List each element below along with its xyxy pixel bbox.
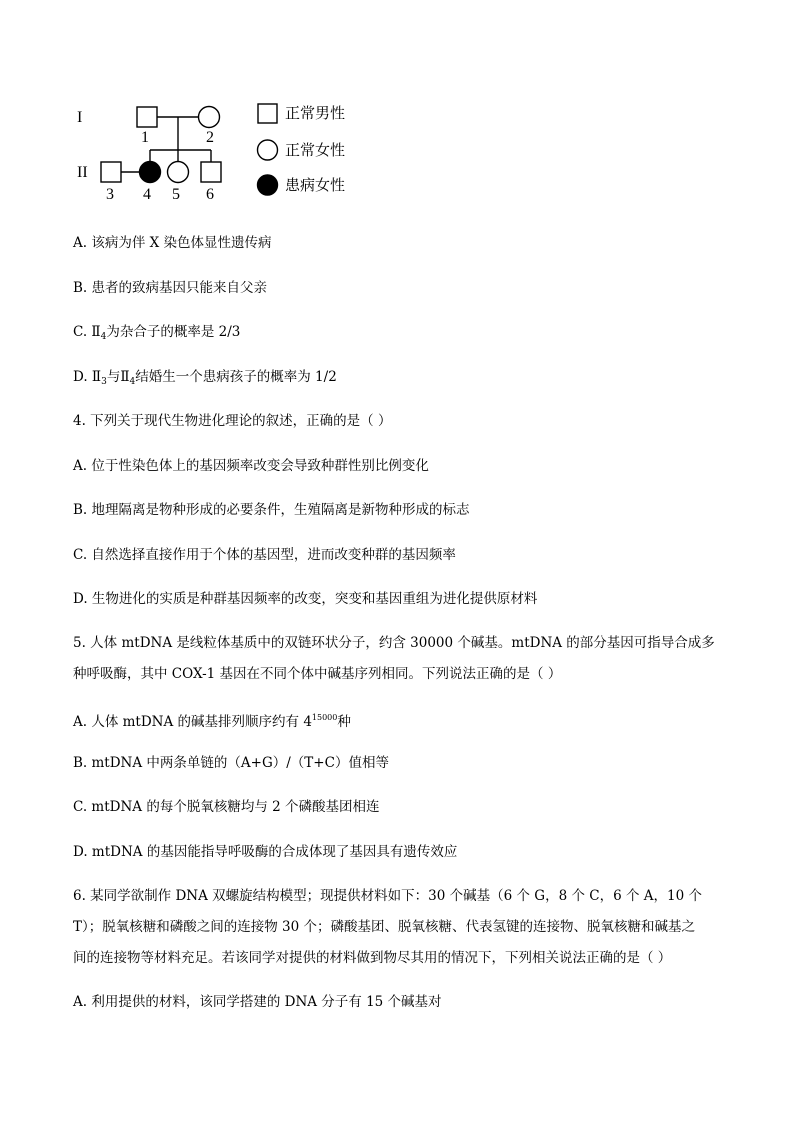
individual-label-2: 2 xyxy=(206,129,214,146)
q4-text: 4. 下列关于现代生物进化理论的叙述，正确的是（ ） xyxy=(73,413,392,429)
legend-label-affected-female: 患病女性 xyxy=(285,176,346,194)
q3d-text: 4 xyxy=(129,377,136,387)
q4b-text: B. 地理隔离是物种形成的必要条件，生殖隔离是新物种形成的标志 xyxy=(73,502,470,518)
option-4d xyxy=(73,590,537,608)
q3c-text: 4 xyxy=(100,332,107,342)
individual-II-6-male xyxy=(201,162,221,182)
q4c-text: C. 自然选择直接作用于个体的基因型，进而改变种群的基因频率 xyxy=(73,547,456,563)
question-5-stem-line1 xyxy=(73,634,715,652)
option-5d xyxy=(73,843,457,861)
legend-label-normal-male: 正常男性 xyxy=(285,104,346,122)
q6l2-text: T）；脱氧核糖和磷酸之间的连接物 30 个；磷酸基团、脱氧核糖、代表氢键的连接物、脱氧核糖和碱基之 xyxy=(73,919,696,935)
question-6-stem-line3 xyxy=(73,949,671,967)
q3d-text: 与Ⅱ xyxy=(106,369,130,385)
q3b-text: B. 患者的致病基因只能来自父亲 xyxy=(73,280,268,296)
q6l1-text: 6. 某同学欲制作 DNA 双螺旋结构模型；现提供材料如下：30 个碱基（6 个 G，8 个 C，6 个 A，10 个 xyxy=(73,888,702,904)
option-3a xyxy=(73,234,272,252)
question-6-stem-line2 xyxy=(73,918,695,936)
individual-I-1-male xyxy=(137,107,157,127)
individual-label-3: 3 xyxy=(106,186,114,203)
q3c-text: 为杂合子的概率是 2/3 xyxy=(106,324,241,340)
q3c-text: C. Ⅱ xyxy=(73,324,101,340)
question-5-stem-line2 xyxy=(73,665,561,683)
q3d-text: 3 xyxy=(101,377,107,387)
q4d-text: D. 生物进化的实质是种群基因频率的改变，突变和基因重组为进化提供原材料 xyxy=(73,591,538,607)
q3d-text: 结婚生一个患病孩子的概率为 1/2 xyxy=(135,369,337,385)
legend-label-normal-female: 正常女性 xyxy=(285,141,346,159)
individual-II-3-male xyxy=(101,162,121,182)
individual-label-4: 4 xyxy=(143,186,151,203)
option-4c xyxy=(73,546,456,564)
individual-label-5: 5 xyxy=(172,186,180,203)
individual-label-1: 1 xyxy=(141,129,149,146)
q5a-text: 15000 xyxy=(311,713,338,722)
q5c-text: C. mtDNA 的每个脱氧核糖均与 2 个磷酸基团相连 xyxy=(73,799,380,815)
pedigree-chart xyxy=(72,98,392,208)
q5b-text: B. mtDNA 中两条单链的（A+G）/（T+C）值相等 xyxy=(73,755,389,771)
q3d-text: D. Ⅱ xyxy=(73,369,102,385)
generation-label-I: I xyxy=(77,109,83,126)
q6a-text: A. 利用提供的材料，该同学搭建的 DNA 分子有 15 个碱基对 xyxy=(73,994,442,1010)
individual-II-5-female xyxy=(168,162,189,183)
individual-II-4-affected-female xyxy=(140,162,161,183)
legend-circle-icon xyxy=(258,140,278,160)
q4a-text: A. 位于性染色体上的基因频率改变会导致种群性别比例变化 xyxy=(73,458,429,474)
q6l3-text: 间的连接物等材料充足。若该同学对提供的材料做到物尽其用的情况下，下列相关说法正确的是（ ） xyxy=(73,950,672,966)
individual-label-6: 6 xyxy=(206,186,214,203)
option-5c xyxy=(73,798,380,816)
option-3d xyxy=(73,368,337,391)
q5a-text: 种 xyxy=(337,714,351,730)
q5l1-text: 5. 人体 mtDNA 是线粒体基质中的双链环状分子，约含 30000 个碱基。mtDNA 的部分基因可指导合成多 xyxy=(73,635,715,651)
question-4-stem xyxy=(73,412,391,430)
option-4b xyxy=(73,501,470,519)
option-5b xyxy=(73,754,389,772)
q5l2-text: 种呼吸酶，其中 COX-1 基因在不同个体中碱基序列相同。下列说法正确的是（ ） xyxy=(73,666,562,682)
q5d-text: D. mtDNA 的基因能指导呼吸酶的合成体现了基因具有遗传效应 xyxy=(73,844,458,860)
q5a-text: A. 人体 mtDNA 的碱基排列顺序约有 4 xyxy=(73,714,312,730)
option-3c xyxy=(73,323,240,346)
option-4a xyxy=(73,457,429,475)
generation-label-II: II xyxy=(77,164,88,181)
option-3b xyxy=(73,279,267,297)
individual-I-2-female xyxy=(199,107,220,128)
q3a-text: A. 该病为伴 X 染色体显性遗传病 xyxy=(73,235,272,251)
legend-filled-circle-icon xyxy=(258,175,278,195)
question-6-stem-line1 xyxy=(73,887,702,905)
legend-square-icon xyxy=(258,104,277,123)
option-5a xyxy=(73,709,351,731)
option-6a xyxy=(73,993,442,1011)
